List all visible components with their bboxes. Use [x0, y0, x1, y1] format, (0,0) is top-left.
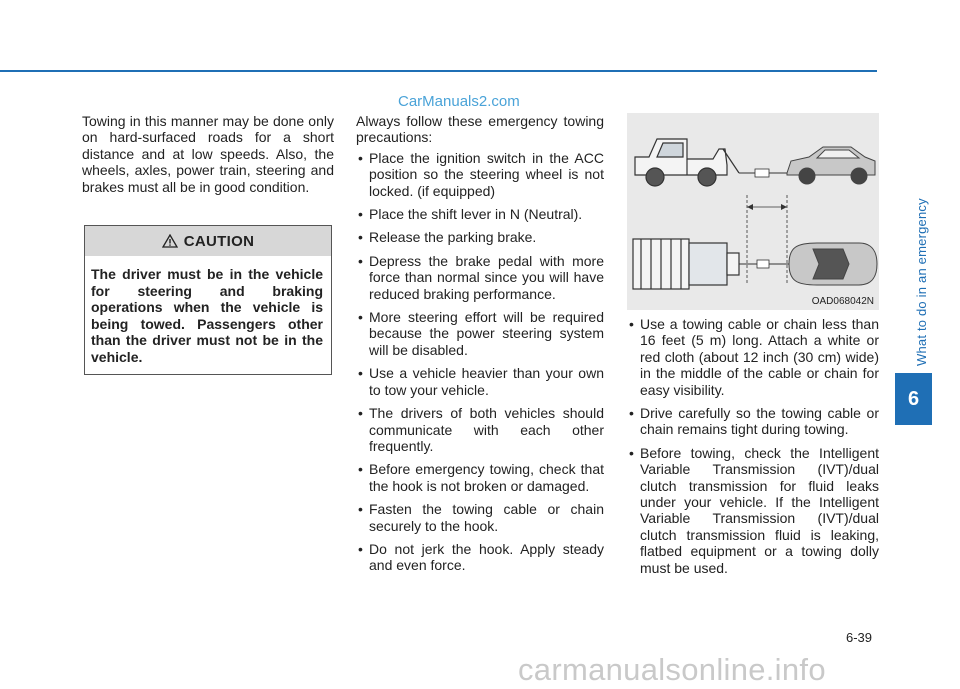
precautions-intro: Always follow these emergency towing precautions: — [356, 113, 604, 146]
list-item: • Depress the brake pedal with more force than normal since you will have reduced braking performance. — [356, 253, 604, 302]
caution-text: The driver must be in the vehicle for steering and braking operations when the vehicle is being towed. Passengers other than the driver must not be in the vehicle. — [91, 266, 323, 365]
caution-title: CAUTION — [183, 232, 255, 250]
list-item: • Place the ignition switch in the ACC position so the steering wheel is not locked. (if equipped) — [356, 150, 604, 199]
section-title-vertical: What to do in an emergency — [914, 198, 929, 366]
tow-truck-and-car-illustration — [627, 113, 879, 310]
list-item: • Use a towing cable or chain less than 16 feet (5 m) long. Attach a white or red cloth (about 12 inch (30 cm) wide) in the middle of the cable or chain for easy visibility. — [627, 316, 879, 398]
watermark-top: CarManuals2.com — [398, 93, 520, 110]
warning-triangle-icon — [162, 234, 178, 248]
list-item: • Fasten the towing cable or chain securely to the hook. — [356, 501, 604, 534]
tow-truck-top-icon — [633, 239, 739, 289]
precautions-list — [356, 150, 604, 574]
list-item: • Before emergency towing, check that the hook is not broken or damaged. — [356, 461, 604, 494]
list-item: • Release the parking brake. — [356, 229, 604, 245]
list-item: • Do not jerk the hook. Apply steady and even force. — [356, 541, 604, 574]
list-item: • Use a vehicle heavier than your own to tow your vehicle. — [356, 365, 604, 398]
watermark-bottom: carmanualsonline.info — [518, 652, 826, 687]
towing-tips-list — [627, 316, 879, 576]
list-item: • More steering effort will be required because the power steering system will be disabled. — [356, 309, 604, 358]
towing-tips-column — [627, 316, 879, 583]
intro-column — [82, 113, 334, 195]
towing-conditions-paragraph: Towing in this manner may be done only on hard-surfaced roads for a short distance and at low speeds. Also, the wheels, axles, power train, steering and brakes must all be in good condition. — [82, 113, 334, 195]
towed-car-side-icon — [787, 147, 875, 184]
caution-header — [85, 226, 331, 256]
list-item: • Drive carefully so the towing cable or chain remains tight during towing. — [627, 405, 879, 438]
list-item: • The drivers of both vehicles should communicate with each other frequently. — [356, 405, 604, 454]
tow-truck-side-icon — [635, 139, 739, 186]
list-item: • Before towing, check the Intelligent Variable Transmission (IVT)/dual clutch transmission for fluid leaks under your vehicle. If the Intelligent Variable Transmission (IVT)/dual clutch transmission fluid is leaking, flatbed equipment or a towing dolly must be used. — [627, 445, 879, 576]
header-rule — [0, 70, 877, 72]
list-item: • Place the shift lever in N (Neutral). — [356, 206, 604, 222]
chapter-number-tab: 6 — [895, 373, 932, 425]
page-number: 6-39 — [846, 630, 873, 645]
figure-code: OAD068042N — [811, 296, 874, 307]
caution-box — [84, 225, 332, 375]
precautions-column — [356, 113, 604, 581]
towing-illustration — [627, 113, 879, 310]
towed-car-top-icon — [789, 243, 877, 285]
